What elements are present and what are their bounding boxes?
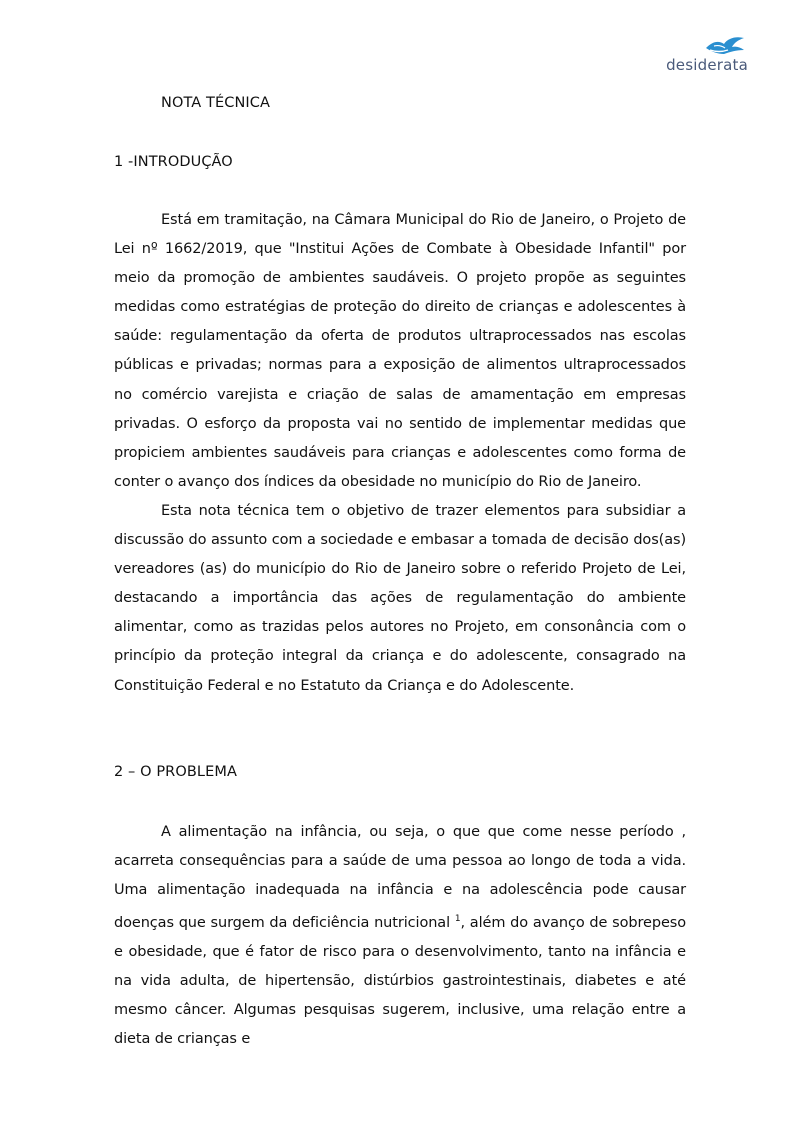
section-2-paragraph-1-text-b: , além do avanço de sobrepeso e obesidade, que é fator de risco para o desenvolvimento, tanto na infância e na vida adulta, de hipertensão, distúrbios gastrointestinais, diabetes e até mesmo câncer. Algumas pesquisas sugerem, inclusive, uma relação entre a dieta de crianças e [114,915,686,1048]
section-1-heading: 1 -INTRODUÇÃO [114,154,233,170]
logo-text: desiderata [666,56,748,74]
section-2-paragraph-1-text-a: A alimentação na infância, ou seja, o que que come nesse período , acarreta consequências para a saúde de uma pessoa ao longo de toda a vida. Uma alimentação inadequada na infância e na adolescência pode causar doenças que surgem da deficiência nutricional [114,824,686,932]
section-1-paragraph-1 [114,206,686,497]
footnote-marker[interactable]: 1 [454,914,461,925]
document-title: NOTA TÉCNICA [161,95,271,111]
section-1-paragraph-2 [114,497,686,701]
section-2-heading: 2 – O PROBLEMA [114,764,237,780]
bird-icon [702,34,748,60]
desiderata-logo [666,34,748,74]
section-1-paragraph-2-text: Esta nota técnica tem o objetivo de trazer elementos para subsidiar a discussão do assunto com a sociedade e embasar a tomada de decisão dos(as) vereadores (as) do município do Rio de Janeiro sobre o referido Projeto de Lei, destacando a importância das ações de regulamentação do ambiente alimentar, como as trazidas pelos autores no Projeto, em consonância com o princípio da proteção integral da criança e do adolescente, consagrado na Constituição Federal e no Estatuto da Criança e do Adolescente. [114,503,686,694]
section-2-paragraph-1 [114,818,686,1055]
section-1-paragraph-1-text: Está em tramitação, na Câmara Municipal do Rio de Janeiro, o Projeto de Lei nº 1662/2019, que "Institui Ações de Combate à Obesidade Infantil" por meio da promoção de ambientes saudáveis. O projeto propõe as seguintes medidas como estratégias de proteção do direito de crianças e adolescentes à saúde: regulamentação da oferta de produtos ultraprocessados nas escolas públicas e privadas; normas para a exposição de alimentos ultraprocessados no comércio varejista e criação de salas de amamentação em empresas privadas. O esforço da proposta vai no sentido de implementar medidas que propiciem ambientes saudáveis para crianças e adolescentes como forma de conter o avanço dos índices da obesidade no município do Rio de Janeiro. [114,212,686,490]
